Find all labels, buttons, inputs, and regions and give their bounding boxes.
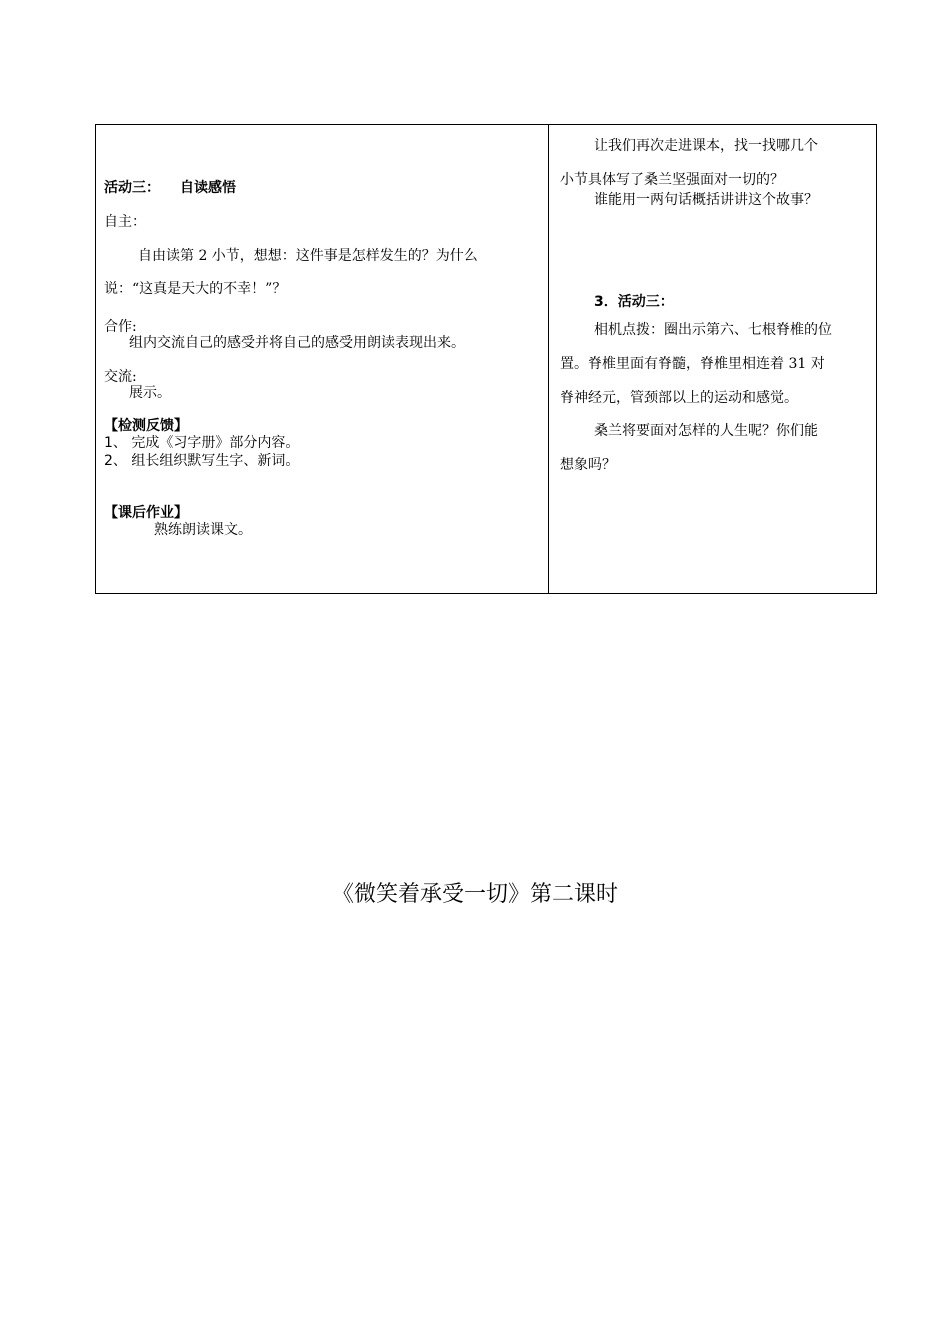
cooperate-label: 合作: xyxy=(104,319,137,335)
feedback-item-1: 1、 完成《习字册》部分内容。 xyxy=(104,435,300,451)
tip-line-1: 相机点拨：圈出示第六、七根脊椎的位 xyxy=(594,322,832,338)
question-line-2: 想象吗？ xyxy=(560,457,616,473)
guide-line-2: 小节具体写了桑兰坚强面对一切的？ xyxy=(560,172,784,188)
question-line-1: 桑兰将要面对怎样的人生呢？你们能 xyxy=(594,423,818,439)
lesson-table xyxy=(95,124,877,594)
exchange-label: 交流: xyxy=(104,369,137,385)
column-divider xyxy=(548,125,549,593)
guide-line-1: 让我们再次走进课本，找一找哪几个 xyxy=(594,138,818,154)
activity-three-heading: 3．活动三： xyxy=(594,294,674,310)
self-study-line2: 说：“这真是天大的不幸！”？ xyxy=(104,281,287,297)
feedback-item-2: 2、 组长组织默写生字、新词。 xyxy=(104,453,300,469)
homework-heading: 【课后作业】 xyxy=(104,505,188,521)
self-study-label: 自主： xyxy=(104,214,146,230)
homework-text: 熟练朗读课文。 xyxy=(154,522,252,538)
tip-line-3: 脊神经元，管颈部以上的运动和感觉。 xyxy=(560,390,798,406)
activity-heading-title: 自读感悟 xyxy=(180,180,236,196)
cooperate-text: 组内交流自己的感受并将自己的感受用朗读表现出来。 xyxy=(129,335,465,351)
page-title: 《微笑着承受一切》第二课时 xyxy=(331,882,618,907)
self-study-line1: 自由读第 2 小节，想想：这件事是怎样发生的？为什么 xyxy=(138,248,478,264)
exchange-text: 展示。 xyxy=(129,385,171,401)
tip-line-2: 置。脊椎里面有脊髓，脊椎里相连着 31 对 xyxy=(560,356,825,372)
activity-heading-label: 活动三： xyxy=(104,180,160,196)
feedback-heading: 【检测反馈】 xyxy=(104,418,188,434)
guide-line-3: 谁能用一两句话概括讲讲这个故事？ xyxy=(594,192,818,208)
